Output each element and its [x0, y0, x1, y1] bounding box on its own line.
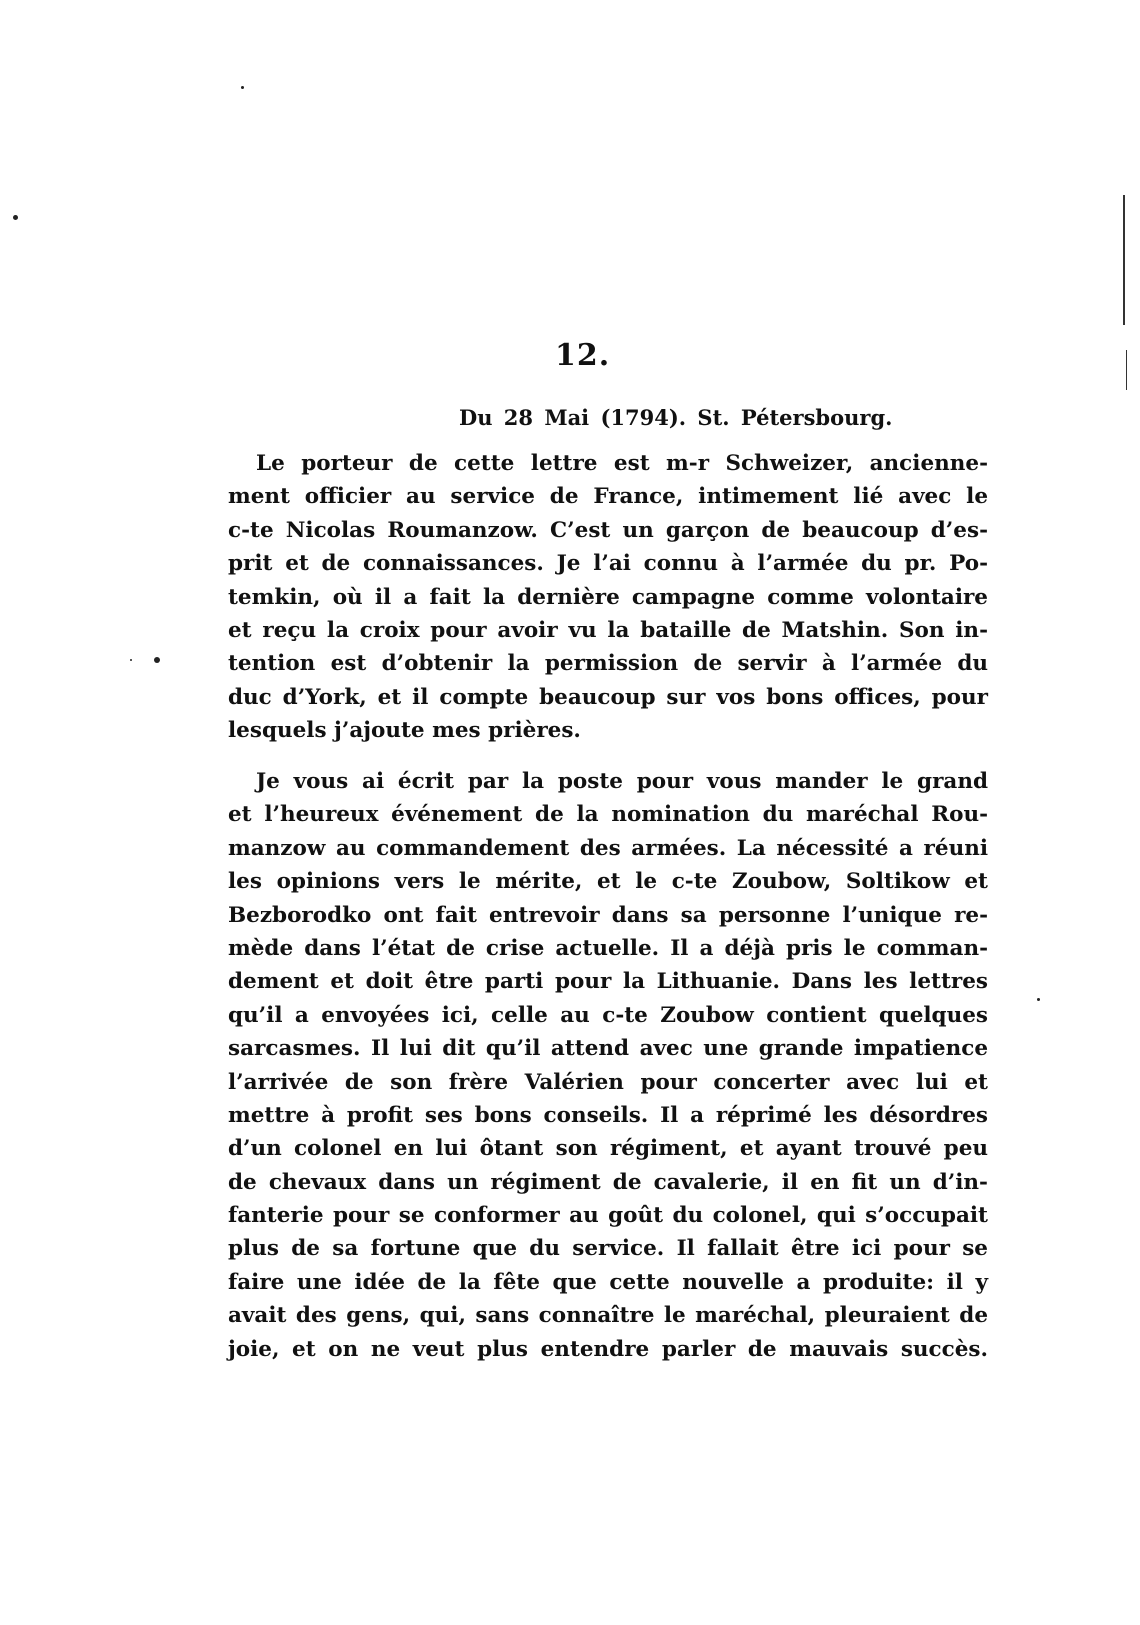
- text-line: manzow au commandement des armées. La nécessité a réuni: [228, 835, 988, 861]
- text-line: l’arrivée de son frère Valérien pour concerter avec lui et: [228, 1069, 988, 1095]
- text-line: fanterie pour se conformer au goût du colonel, qui s’occupait: [228, 1203, 988, 1229]
- paragraph-2: [228, 765, 988, 1366]
- letter-dateline: Du 28 Mai (1794). St. Pétersbourg.: [459, 405, 893, 430]
- text-line: temkin, où il a fait la dernière campagne comme volontaire: [228, 584, 988, 610]
- scan-speck: [130, 659, 132, 661]
- scan-speck: [13, 215, 18, 220]
- text-line: dement et doit être parti pour la Lithuanie. Dans les lettres: [228, 969, 988, 995]
- text-line: et l’heureux événement de la nomination du maréchal Rou-: [228, 802, 988, 828]
- text-line: les opinions vers le mérite, et le c-te Zoubow, Soltikow et: [228, 869, 988, 895]
- text-line: plus de sa fortune que du service. Il fallait être ici pour se: [228, 1236, 988, 1262]
- scan-speck: [241, 86, 244, 89]
- text-line: faire une idée de la fête que cette nouvelle a produite: il y: [228, 1269, 988, 1295]
- paragraph-1: [228, 447, 988, 748]
- text-line: d’un colonel en lui ôtant son régiment, et ayant trouvé peu: [228, 1136, 988, 1162]
- text-line: de chevaux dans un régiment de cavalerie, il en fit un d’in-: [228, 1169, 988, 1195]
- text-line: duc d’York, et il compte beaucoup sur vos bons offices, pour: [228, 684, 988, 710]
- text-line: mettre à profit ses bons conseils. Il a réprimé les désordres: [228, 1102, 988, 1128]
- scan-speck: [154, 657, 160, 663]
- text-line: et reçu la croix pour avoir vu la bataille de Matshin. Son in-: [228, 617, 988, 643]
- scan-edge-line: [1123, 195, 1125, 325]
- text-line: sarcasmes. Il lui dit qu’il attend avec une grande impatience: [228, 1036, 988, 1062]
- text-line: Je vous ai écrit par la poste pour vous mander le grand: [256, 769, 988, 794]
- text-line: ment officier au service de France, intimement lié avec le: [228, 484, 988, 510]
- text-line: mède dans l’état de crise actuelle. Il a déjà pris le comman-: [228, 935, 988, 961]
- text-line: c-te Nicolas Roumanzow. C’est un garçon de beaucoup d’es-: [228, 517, 988, 543]
- text-line: joie, et on ne veut plus entendre parler de mauvais succès.: [228, 1336, 988, 1362]
- text-line: Bezborodko ont fait entrevoir dans sa personne l’unique re-: [228, 902, 988, 928]
- text-line: Le porteur de cette lettre est m-r Schweizer, ancienne-: [256, 451, 988, 476]
- scan-speck: [1037, 998, 1040, 1001]
- text-line: prit et de connaissances. Je l’ai connu à l’armée du pr. Po-: [228, 551, 988, 577]
- text-line: qu’il a envoyées ici, celle au c-te Zoubow contient quelques: [228, 1002, 988, 1028]
- scan-edge-line: [1126, 350, 1127, 390]
- text-line: avait des gens, qui, sans connaître le maréchal, pleuraient de: [228, 1303, 988, 1329]
- letter-number: 12.: [555, 338, 611, 373]
- text-line: tention est d’obtenir la permission de servir à l’armée du: [228, 651, 988, 677]
- text-line: lesquels j’ajoute mes prières.: [228, 718, 581, 744]
